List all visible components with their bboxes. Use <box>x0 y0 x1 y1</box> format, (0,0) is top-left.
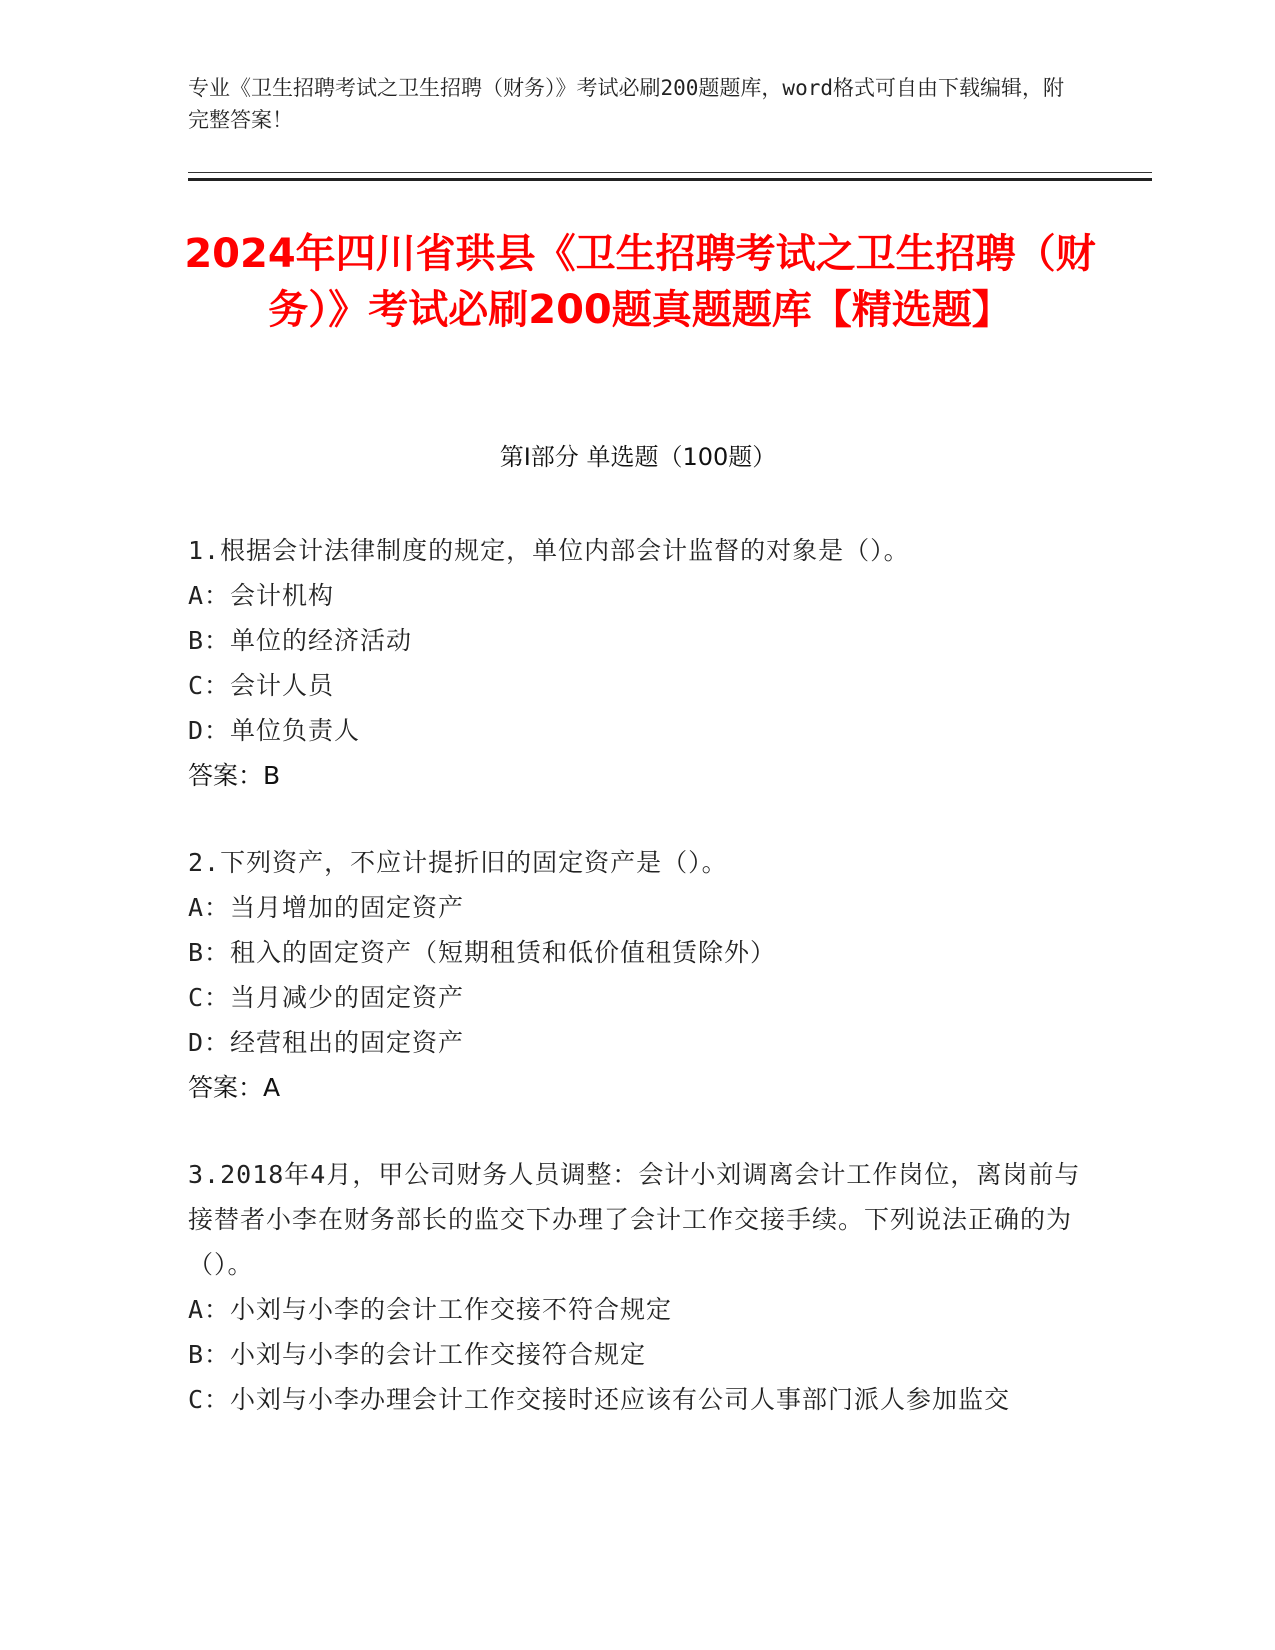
question-stem: 1.根据会计法律制度的规定，单位内部会计监督的对象是（）。 <box>188 536 910 565</box>
option-d: D：经营租出的固定资产 <box>188 1028 465 1057</box>
document-title: 2024年四川省珙县《卫生招聘考试之卫生招聘（财务）》考试必刷200题真题题库【精选题】 <box>184 231 1096 333</box>
option-c: C：小刘与小李办理会计工作交接时还应该有公司人事部门派人参加监交 <box>188 1385 1011 1414</box>
option-c: C：会计人员 <box>188 671 335 700</box>
option-a: A：会计机构 <box>188 581 335 610</box>
option-d: D：单位负责人 <box>188 716 361 745</box>
header-note: 专业《卫生招聘考试之卫生招聘（财务）》考试必刷200题题库，word格式可自由下载编辑，附完整答案！ <box>188 76 1064 132</box>
question-3 <box>188 1152 1088 1422</box>
question-1 <box>188 528 1088 798</box>
question-stem: 2.下列资产，不应计提折旧的固定资产是（）。 <box>188 848 728 877</box>
question-stem: 3.2018年4月，甲公司财务人员调整：会计小刘调离会计工作岗位，离岗前与接替者小李在财务部长的监交下办理了会计工作交接手续。下列说法正确的为（）。 <box>188 1160 1081 1279</box>
option-a: A：当月增加的固定资产 <box>188 893 465 922</box>
header-rule-thin <box>188 172 1152 173</box>
option-c: C：当月减少的固定资产 <box>188 983 465 1012</box>
section-heading: 第I部分 单选题（100题） <box>499 443 777 471</box>
question-list <box>188 528 1088 1464</box>
question-2 <box>188 840 1088 1110</box>
option-b: B：小刘与小李的会计工作交接符合规定 <box>188 1340 647 1369</box>
option-b: B：租入的固定资产（短期租赁和低价值租赁除外） <box>188 938 777 967</box>
header-rule-thick <box>188 178 1152 181</box>
answer: 答案：A <box>188 1073 281 1102</box>
option-b: B：单位的经济活动 <box>188 626 413 655</box>
option-a: A：小刘与小李的会计工作交接不符合规定 <box>188 1295 673 1324</box>
answer: 答案：B <box>188 761 281 790</box>
